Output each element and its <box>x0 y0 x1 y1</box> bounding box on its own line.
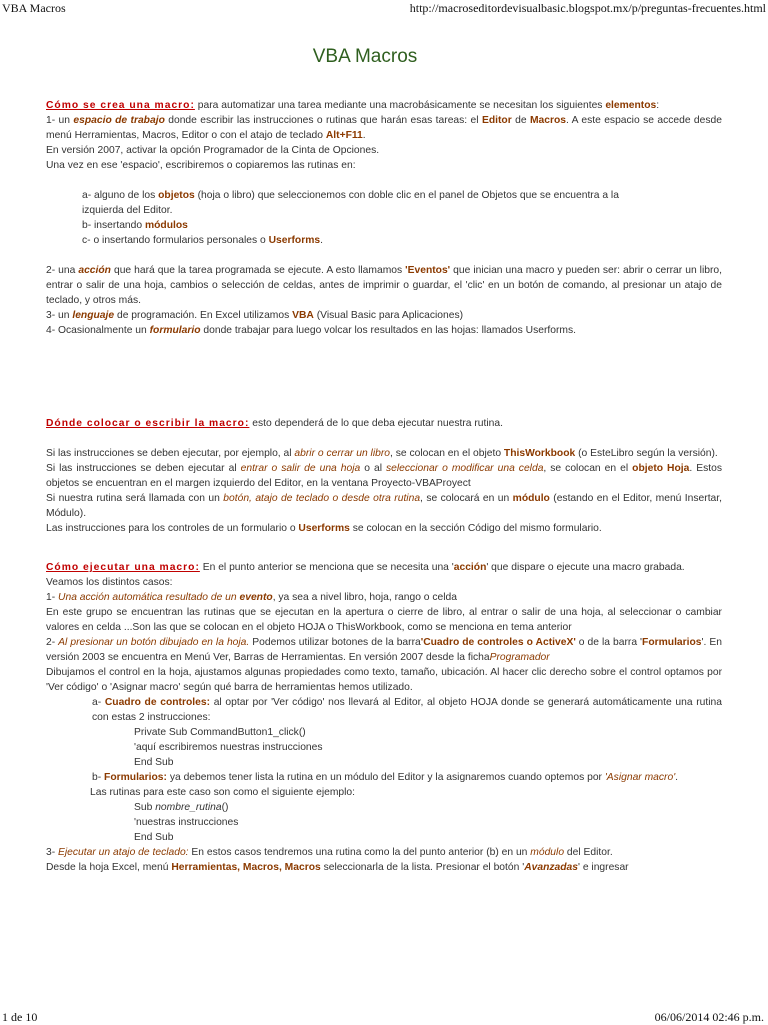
list-item: b- Formularios: ya debemos tener lista la rutina en un módulo del Editor y la asignaremos cuando optemos por 'Asignar macro'. <box>92 772 679 783</box>
paragraph: Si nuestra rutina será llamada con un botón, atajo de teclado o desde otra rutina, se colocará en un módulo (estando en el Editor, menú Insertar, Módulo). <box>46 493 723 519</box>
code-line: 'nuestras instrucciones <box>134 817 239 828</box>
list-item: a- Cuadro de controles: al optar por 'Ver código' nos llevará al Editor, al objeto HOJA donde se generará automáticamente una rutina con estas 2 instrucciones: <box>92 697 722 723</box>
page-title: VBA Macros <box>312 46 418 67</box>
header-url: http://macroseditordevisualbasic.blogspot.mx/p/preguntas-frecuentes.html <box>409 1 766 15</box>
code-line: End Sub <box>134 832 174 843</box>
section-heading-where: Dónde colocar o escribir la macro: <box>46 418 250 429</box>
paragraph: En versión 2007, activar la opción Programador de la Cinta de Opciones. <box>46 145 380 156</box>
footer-page-number: 1 de 10 <box>2 1010 38 1024</box>
code-line: Sub nombre_rutina() <box>134 802 229 813</box>
print-footer <box>0 1008 768 1024</box>
paragraph: 2- una acción que hará que la tarea programada se ejecute. A esto llamamos 'Eventos' que inician una macro y pueden ser: abrir o cerrar un libro, entrar o salir de una hoja, cambios o selección de celdas, antes de imprimir o guardar, el 'clic' en un botón de comando, al presionar un atajo de teclado, y otros más. <box>46 265 722 306</box>
paragraph: 3- un lenguaje de programación. En Excel utilizamos VBA (Visual Basic para Aplicaciones) <box>46 310 464 321</box>
list-item: c- o insertando formularios personales o Userforms. <box>82 235 323 246</box>
paragraph: Las instrucciones para los controles de un formulario o Userforms se colocan en la sección Código del mismo formulario. <box>46 523 602 534</box>
list-item: a- alguno de los objetos (hoja o libro) que seleccionemos con doble clic en el panel de Objetos que se encuentra a la izquierda del Editor. <box>82 190 619 216</box>
section-heading-create: Cómo se crea una macro: <box>46 100 195 111</box>
paragraph: 3- Ejecutar un atajo de teclado: En estos casos tendremos una rutina como la del punto anterior (b) en un módulo del Editor. <box>46 847 613 858</box>
paragraph: Una vez en ese 'espacio', escribiremos o copiaremos las rutinas en: <box>46 160 356 171</box>
header-page-title: VBA Macros <box>2 1 66 15</box>
paragraph: Si las instrucciones se deben ejecutar al entrar o salir de una hoja o al seleccionar o modificar una celda, se colocan en el objeto Hoja. Estos objetos se encuentran en el margen izquierdo del Editor, en la ventana Proyecto-VBAProyect <box>46 463 722 489</box>
paragraph: 2- Al presionar un botón dibujado en la hoja. Podemos utilizar botones de la barra'Cuadro de controles o ActiveX' o de la barra 'Formularios'. En versión 2003 se encuentra en Menú Ver, Barras de Herramientas. En versión 2007 desde la fichaProgramador <box>46 637 722 663</box>
paragraph: 1- un espacio de trabajo donde escribir las instrucciones o rutinas que harán esas tareas: el Editor de Macros. A este espacio se accede desde menú Herramientas, Macros, Editor o con el atajo de teclado Alt+F11. <box>46 115 722 141</box>
paragraph: Desde la hoja Excel, menú Herramientas, Macros, Macros seleccionarla de la lista. Presionar el botón 'Avanzadas' e ingresar <box>46 862 629 873</box>
paragraph: Si las instrucciones se deben ejecutar, por ejemplo, al abrir o cerrar un libro, se colocan en el objeto ThisWorkbook (o EsteLibro según la versión). <box>46 448 718 459</box>
code-line: 'aquí escribiremos nuestras instrucciones <box>134 742 323 753</box>
code-line: Private Sub CommandButton1_click() <box>134 727 306 738</box>
paragraph: Dibujamos el control en la hoja, ajustamos algunas propiedades como texto, tamaño, ubicación. Al hacer clic derecho sobre el control optamos por 'Ver código' o 'Asignar macro' según qué barra de herramientas hemos utilizado. <box>46 667 722 693</box>
footer-datetime: 06/06/2014 02:46 p.m. <box>654 1010 764 1024</box>
paragraph: 4- Ocasionalmente un formulario donde trabajar para luego volcar los resultados en las hojas: llamados Userforms. <box>46 325 576 336</box>
list-item: b- insertando módulos <box>82 220 188 231</box>
section-where-intro: Dónde colocar o escribir la macro: esto dependerá de lo que deba ejecutar nuestra rutina. <box>46 418 503 429</box>
section-heading-run: Cómo ejecutar una macro: <box>46 562 200 573</box>
code-line: End Sub <box>134 757 174 768</box>
paragraph: Las rutinas para este caso son como el siguiente ejemplo: <box>90 787 356 798</box>
section-create-intro: Cómo se crea una macro: para automatizar una tarea mediante una macrobásicamente se necesitan los siguientes elementos: <box>46 100 660 111</box>
paragraph: En este grupo se encuentran las rutinas que se ejecutan en la apertura o cierre de libro, al entrar o salir de una hoja, al seleccionar o cambiar valores en celda ...Son las que se colocan en el objeto HOJA o ThisWorkbook, como se menciona en tema anterior <box>46 607 722 633</box>
print-header <box>0 0 768 16</box>
paragraph: 1- Una acción automática resultado de un evento, ya sea a nivel libro, hoja, rango o celda <box>46 592 458 603</box>
paragraph: Veamos los distintos casos: <box>46 577 173 588</box>
section-run-intro: Cómo ejecutar una macro: En el punto anterior se menciona que se necesita una 'acción' que dispare o ejecute una macro grabada. <box>46 562 685 573</box>
article-body <box>46 98 722 875</box>
